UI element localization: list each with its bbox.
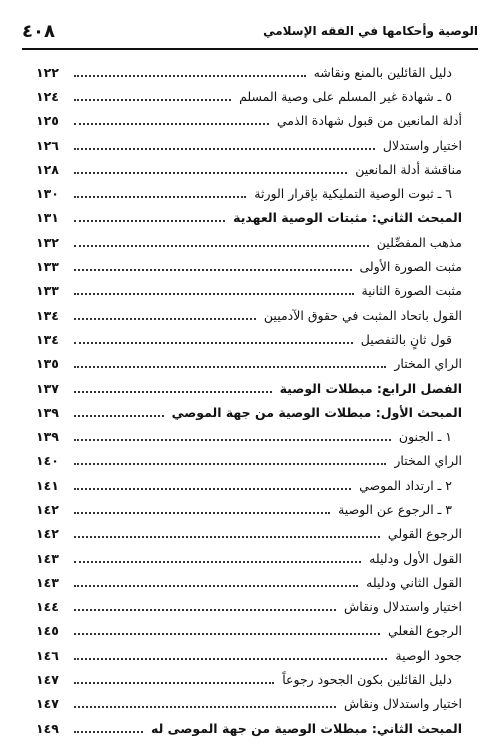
dot-leader [74,195,246,198]
toc-entry [36,667,462,691]
toc-entry-title: مذهب المفصِّلين [376,234,462,250]
toc-entry-title: الرجوع القولي [387,526,462,542]
toc-entry-title: الرجوع الفعلي [388,623,462,639]
dot-leader [74,317,256,320]
toc-entry-page: ١٣٠ [36,186,59,202]
dot-leader [74,122,269,125]
toc-entry-page: ١٤٣ [36,574,59,590]
toc-entry-title: القول باتحاد المثبت في حقوق الآدميين [263,307,462,323]
toc-entry [36,352,462,376]
toc-entry-page: ١٢٦ [36,137,59,153]
toc-entry-page: ١٤٦ [36,647,59,663]
dot-leader [74,487,351,490]
toc-entry-page: ١٤١ [36,477,59,493]
toc-entry-title: قول ثانٍ بالتفصيل [360,331,452,347]
toc-entry-page: ١٤٣ [36,550,59,566]
dot-leader [74,730,143,733]
dot-leader [74,292,354,295]
page-header [22,14,478,50]
toc-entry [36,473,462,497]
dot-leader [74,390,272,393]
toc-entry-title: ١ ـ الجنون [398,429,452,445]
toc-entry [36,570,462,594]
dot-leader [74,535,380,538]
dot-leader [74,74,306,77]
dot-leader [74,171,347,174]
toc-entry-page: ١٣٤ [36,307,59,323]
toc-entry-page: ١٢٤ [36,88,59,104]
toc-entry [36,497,462,521]
toc-entry-title: الراي المختار [394,356,462,372]
toc-entry-title: ٣ ـ الرجوع عن الوصية [338,501,452,517]
toc-entry-title: جحود الوصية [395,647,462,663]
dot-leader [74,560,361,563]
dot-leader [74,414,164,417]
toc-entry [36,133,462,157]
toc-entry [36,84,462,108]
toc-entry-title: القول الأول ودليله [369,550,462,566]
toc-entry [36,109,462,133]
toc-entry-page: ١٤٧ [36,696,59,712]
toc-entry-page: ١٢٨ [36,161,59,177]
toc-entry-page: ١٤٧ [36,672,59,688]
toc-entry [36,157,462,181]
dot-leader [74,632,380,635]
toc-entry [36,595,462,619]
toc-entry [36,716,462,740]
toc-entry [36,303,462,327]
dot-leader [74,438,391,441]
toc-entry [36,327,462,351]
dot-leader [74,705,336,708]
toc-entry-title: دليل القائلين بالمنع ونقاشه [313,64,452,80]
dot-leader [74,244,369,247]
toc-entry-page: ١٣٩ [36,429,59,445]
toc-entry [36,619,462,643]
toc-entry-page: ١٣١ [36,210,59,226]
toc-entry [36,376,462,400]
toc-entry-title: اختيار واستدلال [382,137,462,153]
toc-entry-page: ١٣٢ [36,234,59,250]
toc-entry-title: ٢ ـ ارتداد الموصي [359,477,452,493]
dot-leader [74,584,358,587]
toc-entry-page: ١٤٤ [36,599,59,615]
dot-leader [74,268,352,271]
toc-entry [36,230,462,254]
toc-entry-title: مناقشة أدلة المانعين [355,161,462,177]
page-number: ٤٠٨ [22,20,55,42]
toc-entry [36,522,462,546]
dot-leader [74,219,225,222]
dot-leader [74,681,274,684]
dot-leader [74,462,386,465]
toc-entry-page: ١٢٢ [36,64,59,80]
dot-leader [74,365,386,368]
toc-entry-page: ١٣٧ [36,380,59,396]
toc-entry-title: اختيار واستدلال ونقاش [344,696,462,712]
dot-leader [74,511,330,514]
toc-entry [36,424,462,448]
toc-entry-title: اختيار واستدلال ونقاش [344,599,462,615]
dot-leader [74,147,375,150]
toc-entry-title: المبحث الأول: مبطلات الوصية من جهة الموصي [171,404,462,420]
toc-entry [36,400,462,424]
toc-entry-page: ١٣٤ [36,331,59,347]
toc-entry-title: ٥ ـ شهادة غير المسلم على وصية المسلم [239,88,452,104]
toc-entry [36,643,462,667]
toc-entry-page: ١٤٢ [36,526,59,542]
toc-entry-title: المبحث الثاني: مبطلات الوصية من جهة الموصى له [151,720,462,736]
toc-entry-title: أدلة المانعين من قبول شهادة الذمي [276,113,462,129]
toc-entry-page: ١٣٥ [36,356,59,372]
toc-entry-title: المبحث الثاني: مثبتات الوصية العهدية [233,210,462,226]
toc-entry [36,60,462,84]
toc-entry [36,181,462,205]
toc-entry-title: ٦ ـ ثبوت الوصية التمليكية بإقرار الورثة [254,186,452,202]
dot-leader [74,608,336,611]
toc-entry-page: ١٢٥ [36,113,59,129]
toc-entry-title: دليل القائلين بكون الجحود رجوعاً [282,672,452,688]
running-title: الوصية وأحكامها في الفقه الإسلامي [263,24,478,38]
table-of-contents [36,60,462,740]
toc-entry-page: ١٣٩ [36,404,59,420]
toc-entry [36,254,462,278]
toc-entry [36,279,462,303]
toc-entry-page: ١٤٥ [36,623,59,639]
toc-entry [36,449,462,473]
toc-entry-title: مثبت الصورة الثانية [361,283,462,299]
toc-entry-title: الفصل الرابع: مبطلات الوصية [279,380,462,396]
dot-leader [74,657,387,660]
toc-entry-title: الراي المختار [394,453,462,469]
toc-entry-page: ١٤٩ [36,720,59,736]
toc-entry [36,546,462,570]
toc-entry-page: ١٤٠ [36,453,59,469]
toc-entry [36,206,462,230]
dot-leader [74,98,231,101]
toc-entry-title: مثبت الصورة الأولى [359,259,462,275]
toc-entry-title: القول الثاني ودليله [366,574,462,590]
toc-entry [36,692,462,716]
dot-leader [74,341,353,344]
toc-entry-page: ١٣٣ [36,283,59,299]
toc-entry-page: ١٤٢ [36,501,59,517]
toc-entry-page: ١٣٣ [36,259,59,275]
